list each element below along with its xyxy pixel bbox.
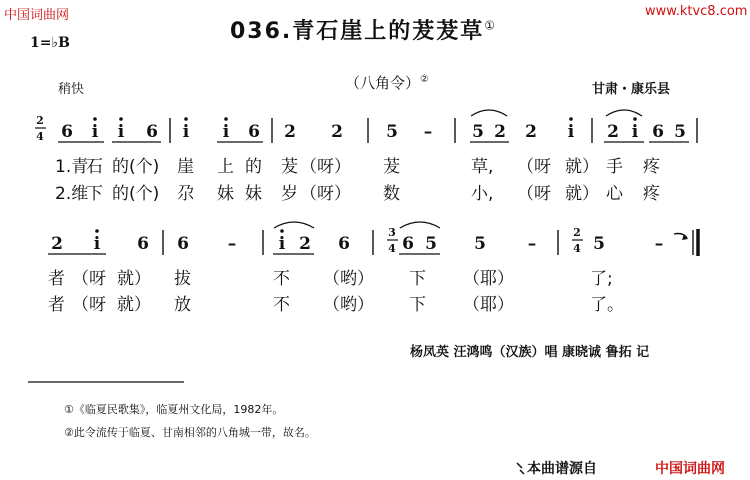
note: 2	[284, 122, 296, 142]
lyric: 茇	[383, 157, 400, 177]
lyric: 了;	[590, 269, 613, 289]
time-sig-denominator: 4	[388, 242, 396, 255]
watermark-left: 中国词曲网	[4, 8, 70, 23]
tempo-marking: 稍快	[58, 82, 85, 97]
note: i	[91, 122, 99, 142]
time-sig-numerator: 2	[36, 114, 44, 127]
note: 5	[386, 122, 398, 142]
lyric: 上	[217, 157, 234, 177]
lyric: 茇	[281, 157, 298, 177]
lyric: 不	[273, 295, 290, 315]
note: 6	[652, 122, 664, 142]
note: 5	[593, 234, 605, 254]
note: i	[278, 234, 286, 254]
footnote-2: ②此令流传于临夏、甘南相邻的八角城一带，故名。	[64, 426, 316, 439]
note: 5	[425, 234, 437, 254]
lyric: 尕	[177, 184, 194, 204]
slurs	[274, 222, 440, 228]
lyric: 妹	[245, 184, 262, 204]
lyric: （呀	[72, 295, 106, 315]
subtitle-text: （八角令）	[345, 74, 421, 92]
performer-credit: 杨凤英 汪鸿鸣（汉族）唱 康晓诚 鲁拓 记	[410, 345, 650, 360]
note: i	[567, 122, 575, 142]
source-label: 本曲谱源自	[527, 461, 597, 477]
watermark-right: www.ktvc8.com	[645, 4, 748, 19]
source-site[interactable]: 中国词曲网	[655, 461, 725, 477]
title-footnote-mark: ①	[484, 18, 498, 33]
lyric: 下	[86, 184, 103, 204]
lyric: 妹	[217, 184, 234, 204]
time-sig-denominator: 4	[36, 130, 44, 143]
note: 6	[177, 234, 189, 254]
lyric: 的(个)	[112, 184, 160, 204]
note: 5	[474, 234, 486, 254]
song-title-text: 036.青石崖上的茇茇草	[230, 19, 485, 44]
lyric: 2.维	[55, 184, 89, 204]
lyric: （耶）	[463, 269, 514, 289]
lyric: （呀	[517, 184, 551, 204]
time-sig-denominator: 4	[573, 242, 581, 255]
lyric: （哟）	[323, 295, 374, 315]
note: 6	[137, 234, 149, 254]
source-marker-icon	[517, 463, 524, 474]
note: 2	[51, 234, 63, 254]
lyric: 疼	[643, 184, 660, 204]
slurs	[471, 110, 642, 116]
lyric: 者	[48, 295, 65, 315]
note: 6	[146, 122, 158, 142]
lyric: 就）	[117, 295, 151, 315]
time-sig-numerator: 2	[573, 226, 581, 239]
lyric: 小,	[471, 184, 494, 204]
note: 2	[525, 122, 537, 142]
lyric: 就）	[117, 269, 151, 289]
note: i	[93, 234, 101, 254]
lyric: 1.青	[55, 157, 89, 177]
note: 2	[331, 122, 343, 142]
lyric: 疼	[643, 157, 660, 177]
lyric: 心	[606, 184, 623, 204]
note: i	[182, 122, 190, 142]
lyric: 手	[606, 157, 623, 177]
note: 6	[248, 122, 260, 142]
subtitle-footnote-mark: ②	[420, 74, 429, 85]
note: i	[631, 122, 639, 142]
time-sig-numerator: 3	[388, 226, 396, 239]
octave-dots	[93, 117, 637, 121]
lyric: （耶）	[463, 295, 514, 315]
lyric: 的	[245, 157, 262, 177]
note: –	[423, 122, 433, 142]
lyric: 就）	[565, 157, 599, 177]
note: 6	[61, 122, 73, 142]
lyric: 数	[383, 184, 400, 204]
region-label: 甘肃・康乐县	[592, 82, 671, 97]
octave-dots	[95, 229, 284, 233]
lyric: 拔	[174, 269, 191, 289]
lyric: （呀	[517, 157, 551, 177]
lyric: 岁	[281, 184, 298, 204]
lyric: 石	[86, 157, 103, 177]
lyric: 草,	[471, 157, 494, 177]
lyric: 者	[48, 269, 65, 289]
lyric: 的(个)	[112, 157, 160, 177]
note: –	[654, 234, 664, 254]
lyric: 下	[409, 269, 426, 289]
note: 6	[338, 234, 350, 254]
lyric: 就）	[565, 184, 599, 204]
footnote-1: ①《临夏民歌集》，临夏州文化局，1982年。	[64, 403, 284, 416]
lyric: 了。	[590, 295, 624, 315]
note: i	[222, 122, 230, 142]
note: 6	[402, 234, 414, 254]
key-signature: 1=♭B	[30, 35, 70, 51]
note: 2	[494, 122, 506, 142]
lyric: 下	[409, 295, 426, 315]
lyric: （哟）	[323, 269, 374, 289]
note: i	[117, 122, 125, 142]
note: 2	[607, 122, 619, 142]
note: –	[527, 234, 537, 254]
note: 2	[299, 234, 311, 254]
lyric: 放	[174, 295, 191, 315]
lyric: 不	[273, 269, 290, 289]
lyric: （呀）	[300, 184, 351, 204]
lyric: 崖	[177, 157, 194, 177]
note: 5	[472, 122, 484, 142]
note: 5	[674, 122, 686, 142]
lyric: （呀）	[300, 157, 351, 177]
lyric: （呀	[72, 269, 106, 289]
note: –	[227, 234, 237, 254]
